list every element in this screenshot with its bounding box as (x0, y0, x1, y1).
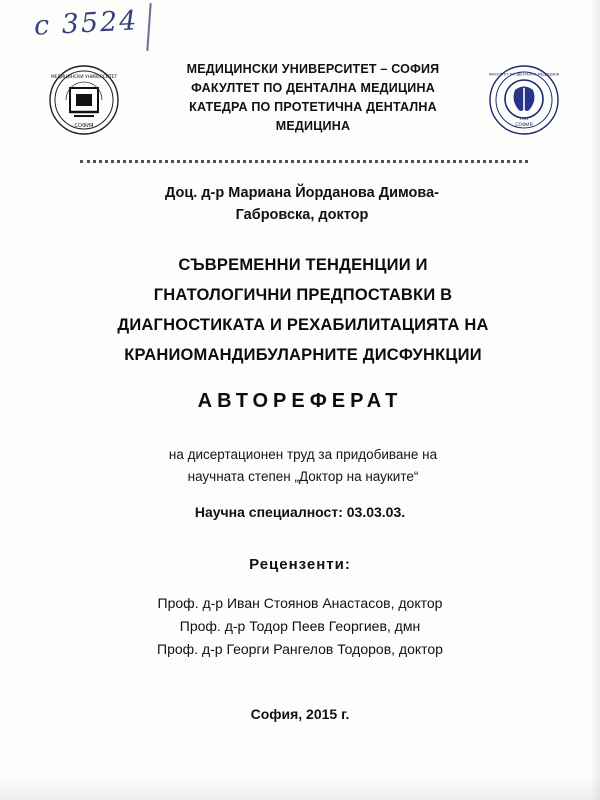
institution-heading (144, 60, 482, 136)
author-line-2: Габровска, доктор (235, 207, 369, 224)
list-item: Проф. д-р Георги Рангелов Тодоров, доктор (157, 640, 443, 657)
institution-line-4: МЕДИЦИНА (275, 119, 351, 133)
svg-text:МЕДИЦИНСКИ УНИВЕРСИТЕТ: МЕДИЦИНСКИ УНИВЕРСИТЕТ (50, 75, 118, 80)
author-block (96, 182, 508, 227)
dental-faculty-seal-icon (488, 64, 560, 136)
svg-text:1942: 1942 (519, 117, 529, 121)
author-line-1: Доц. д-р Мариана Йорданова Димова- (165, 185, 439, 201)
speciality-line: Научна специалност: 03.03.03. (194, 504, 406, 520)
university-seal-icon (48, 64, 120, 136)
document-header (0, 58, 600, 154)
subtitle-line-1: на дисертационен труд за придобиване на (168, 447, 438, 462)
svg-text:СОФИЯ: СОФИЯ (515, 123, 533, 128)
reviewers-list (0, 592, 600, 660)
document-title (48, 250, 558, 370)
document-type: АВТОРЕФЕРАТ (197, 390, 403, 412)
handwritten-stroke (146, 3, 151, 51)
institution-line-1: МЕДИЦИНСКИ УНИВЕРСИТЕТ – СОФИЯ (186, 62, 440, 76)
list-item: Проф. д-р Иван Стоянов Анастасов, доктор (157, 595, 443, 611)
document-subtitle (90, 444, 516, 487)
institution-line-2: ФАКУЛТЕТ ПО ДЕНТАЛНА МЕДИЦИНА (191, 81, 435, 95)
title-line-3: ДИАГНОСТИКАТА И РЕХАБИЛИТАЦИЯТА НА (117, 316, 489, 335)
svg-text:ФАКУЛТЕТ ПО ДЕНТАЛНА МЕДИЦИНА: ФАКУЛТЕТ ПО ДЕНТАЛНА МЕДИЦИНА (488, 72, 560, 77)
title-line-2: ГНАТОЛОГИЧНИ ПРЕДПОСТАВКИ В (153, 286, 453, 305)
title-line-4: КРАНИОМАНДИБУЛАРНИТЕ ДИСФУНКЦИИ (124, 346, 482, 365)
list-item: Проф. д-р Тодор Пеев Георгиев, дмн (179, 617, 421, 634)
handwritten-call-number: c 3524 (33, 5, 140, 42)
svg-text:СОФИЯ: СОФИЯ (74, 123, 94, 129)
dotted-separator (80, 160, 528, 166)
place-and-year: София, 2015 г. (250, 706, 350, 722)
title-line-1: СЪВРЕМЕННИ ТЕНДЕНЦИИ И (178, 256, 428, 274)
scan-bottom-shadow (0, 774, 600, 800)
reviewers-heading: Рецензенти: (249, 556, 351, 573)
subtitle-line-2: научната степен „Доктор на науките“ (187, 468, 419, 484)
institution-line-3: КАТЕДРА ПО ПРОТЕТИЧНА ДЕНТАЛНА (189, 100, 437, 114)
